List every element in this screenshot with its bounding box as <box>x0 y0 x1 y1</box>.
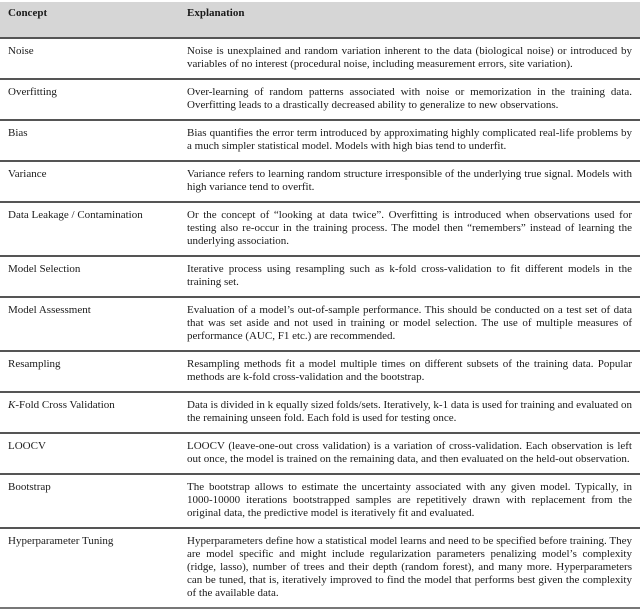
table-row <box>0 161 640 202</box>
table-row <box>0 297 640 351</box>
concept-label: Model Assessment <box>8 304 91 316</box>
concept-label: LOOCV <box>8 440 46 452</box>
explanation-cell: Hyperparameters define how a statistical model learns and need to be specified before training. They are model specific and might include regularization parameters penalizing model’s complexity (ridge, lasso), number of trees and their depth (random forest), and many more. Hyperparameters can be tuned, that is, iteratively improved to find the model that performs best given the complexity of the available data. <box>187 535 632 599</box>
concept-cell <box>0 38 187 79</box>
concept-cell <box>0 297 187 351</box>
header-concept: Concept <box>0 2 187 38</box>
table-row <box>0 433 640 474</box>
explanation-cell: Data is divided in k equally sized folds/sets. Iteratively, k-1 data is used for training and evaluated on the remaining unseen fold. Each fold is used for testing once. <box>187 399 632 424</box>
table-row <box>0 79 640 120</box>
concept-label: Hyperparameter Tuning <box>8 535 114 547</box>
concept-italic-prefix: K <box>8 399 16 411</box>
concept-label: Data Leakage / Contamination <box>8 209 143 221</box>
concept-cell <box>0 202 187 256</box>
concept-label: Overfitting <box>8 86 57 98</box>
concept-cell <box>0 528 187 608</box>
table-row <box>0 256 640 297</box>
concept-cell <box>0 392 187 433</box>
header-explanation: Explanation <box>187 2 640 38</box>
concept-cell <box>0 161 187 202</box>
explanation-cell: LOOCV (leave-one-out cross validation) is a variation of cross-validation. Each observation is left out once, the model is trained on the remaining data, and then evaluated on the held-out observation. <box>187 440 632 465</box>
table-row <box>0 38 640 79</box>
concepts-table <box>0 2 640 609</box>
explanation-cell: Noise is unexplained and random variation inherent to the data (biological noise) or introduced by variables of no interest (procedural noise, including measurement errors, site variation). <box>187 45 632 70</box>
concept-label: Model Selection <box>8 263 81 275</box>
table-row <box>0 528 640 608</box>
explanation-cell: Variance refers to learning random structure irresponsible of the underlying true signal. Models with high variance tend to overfit. <box>187 168 632 193</box>
concept-label: Bias <box>8 127 28 139</box>
table-body <box>0 38 640 608</box>
explanation-cell: Evaluation of a model’s out-of-sample performance. This should be conducted on a test set of data that was set aside and not used in training or model selection. The use of multiple measures of performance (AUC, F1 etc.) are recommended. <box>187 304 632 342</box>
concept-cell <box>0 474 187 528</box>
table-row <box>0 202 640 256</box>
table-row <box>0 392 640 433</box>
concept-cell <box>0 120 187 161</box>
table-row <box>0 120 640 161</box>
explanation-cell: Iterative process using resampling such as k-fold cross-validation to fit different models in the training set. <box>187 263 632 288</box>
table-row <box>0 351 640 392</box>
concept-label: Bootstrap <box>8 481 51 493</box>
concept-label: Noise <box>8 45 34 57</box>
explanation-cell: Over-learning of random patterns associated with noise or memorization in the training data. Overfitting leads to a drastically decreased ability to generalize to new observations. <box>187 86 632 111</box>
explanation-cell: Or the concept of “looking at data twice”. Overfitting is introduced when observations used for testing also re-occur in the training process. The model then “remembers” instead of learning the underlying association. <box>187 209 632 247</box>
table-header-row <box>0 2 640 38</box>
concept-label: -Fold Cross Validation <box>15 399 115 411</box>
explanation-cell: The bootstrap allows to estimate the uncertainty associated with any given model. Typically, in 1000-10000 iterations bootstrapped samples are repetitively drawn with replacement from the original data, the predictive model is iteratively fit and evaluated. <box>187 481 632 519</box>
concept-label: Variance <box>8 168 47 180</box>
concept-cell <box>0 351 187 392</box>
concept-cell <box>0 256 187 297</box>
concept-cell <box>0 79 187 120</box>
concept-label: Resampling <box>8 358 61 370</box>
concept-cell <box>0 433 187 474</box>
explanation-cell: Bias quantifies the error term introduced by approximating highly complicated real-life problems by a much simpler statistical model. Models with high bias tend to underfit. <box>187 127 632 152</box>
explanation-cell: Resampling methods fit a model multiple times on different subsets of the training data. Popular methods are k-fold cross-validation and the bootstrap. <box>187 358 632 383</box>
table-row <box>0 474 640 528</box>
